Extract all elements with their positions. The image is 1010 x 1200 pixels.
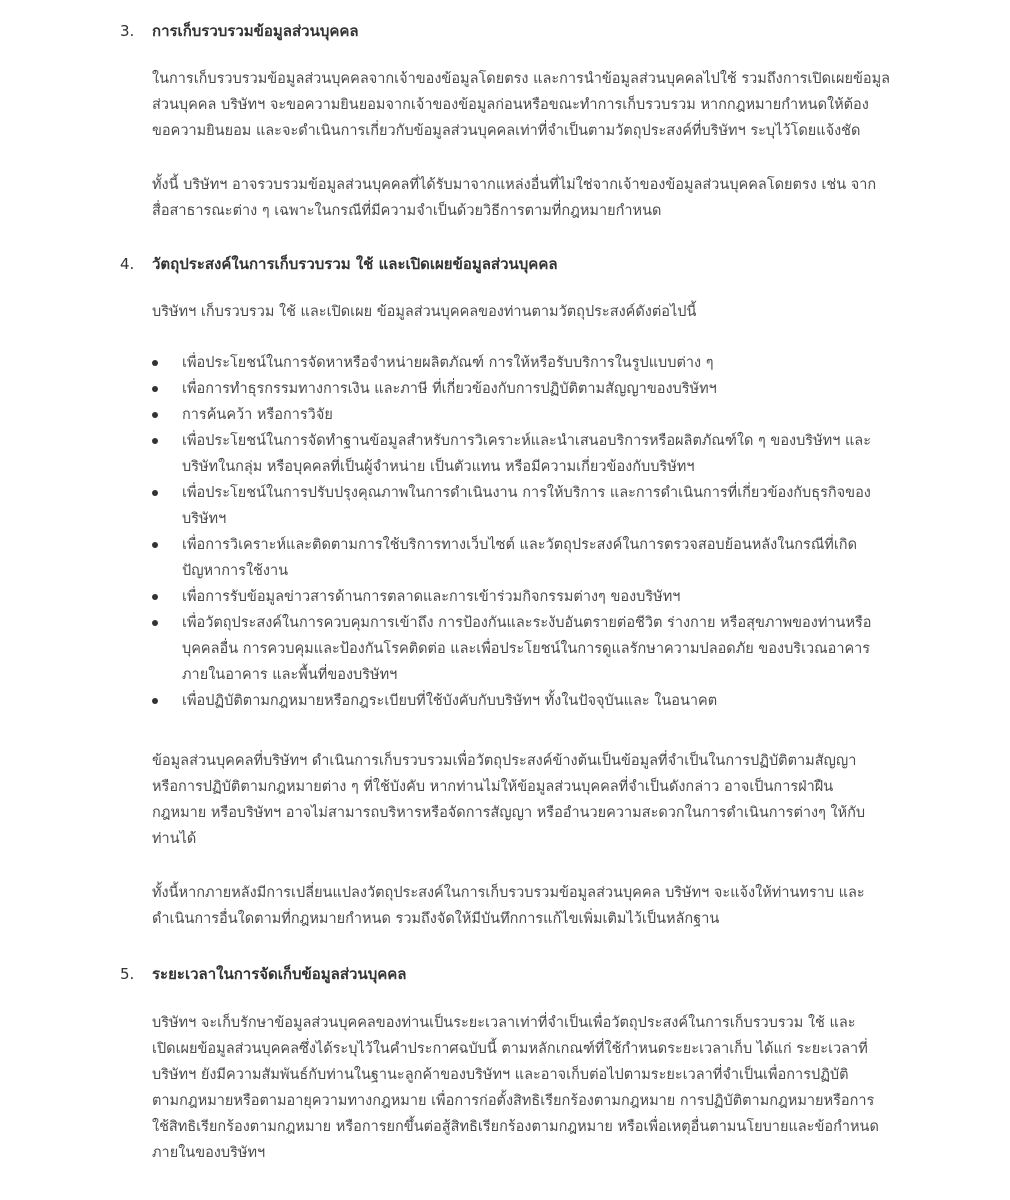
text-line: เพื่อการทำธุรกรรมทางการเงิน และภาษี ที่เกี่ยวข้องกับการปฏิบัติตามสัญญาของบริษัทฯ <box>182 381 717 397</box>
text-line: บุคคลอื่น การควบคุมและป้องกันโรคติดต่อ และเพื่อประโยชน์ในการดูแลรักษาความปลอดภัย ของบริเวณอาคาร <box>182 641 871 657</box>
text-line: ท่านได้ <box>152 831 197 847</box>
text-line: เพื่อการรับข้อมูลข่าวสารด้านการตลาดและการเข้าร่วมกิจกรรมต่างๆ ของบริษัทฯ <box>182 589 681 605</box>
text-line: บริษัทฯ <box>182 511 227 527</box>
text-line: ทั้งนี้ บริษัทฯ อาจรวบรวมข้อมูลส่วนบุคคลที่ได้รับมาจากแหล่งอื่นที่ไม่ใช่จากเจ้าของข้อมูลส่วนบุคคลโดยตรง เช่น จาก <box>152 177 877 193</box>
text-line: เพื่อประโยชน์ในการจัดทำฐานข้อมูลสำหรับการวิเคราะห์และนำเสนอบริการหรือผลิตภัณฑ์ใด ๆ ของบริษัทฯ และ <box>182 433 871 449</box>
list-item <box>152 532 892 584</box>
bullet-icon <box>152 412 158 418</box>
list-item <box>152 610 892 688</box>
bullet-icon <box>152 386 158 392</box>
text-line: ภายในของบริษัทฯ <box>152 1145 266 1161</box>
paragraph <box>152 880 892 932</box>
paragraph <box>152 66 892 144</box>
section-title: การเก็บรวบรวมข้อมูลส่วนบุคคล <box>152 22 359 40</box>
text-line: เพื่อการวิเคราะห์และติดตามการใช้บริการทางเว็บไซต์ และวัตถุประสงค์ในการตรวจสอบย้อนหลังในกรณีที่เกิด <box>182 537 857 553</box>
section-number: 3. <box>120 22 135 40</box>
list-item <box>152 376 892 402</box>
text-line: ตามกฎหมายหรือตามอายุความทางกฎหมาย เพื่อการก่อตั้งสิทธิเรียกร้องตามกฎหมาย การปฏิบัติตามกฎหมายหรือการ <box>152 1093 875 1109</box>
bullet-icon <box>152 438 158 444</box>
list-item <box>152 428 892 480</box>
section-number: 5. <box>120 965 135 983</box>
bullet-icon <box>152 620 158 626</box>
text-line: ภายในอาคาร และพื้นที่ของบริษัทฯ <box>182 667 398 683</box>
text-line: ส่วนบุคคล บริษัทฯ จะขอความยินยอมจากเจ้าของข้อมูลก่อนหรือขณะทำการเก็บรวบรวม หากกฎหมายกำหนดให้ต้อง <box>152 97 869 113</box>
bullet-icon <box>152 360 158 366</box>
section-heading-3 <box>120 19 359 43</box>
purpose-list <box>152 350 892 714</box>
paragraph <box>152 1010 892 1166</box>
text-line: การค้นคว้า หรือการวิจัย <box>182 407 333 423</box>
text-line: เพื่อประโยชน์ในการปรับปรุงคุณภาพในการดำเนินงาน การให้บริการ และการดำเนินการที่เกี่ยวข้องกับธุรกิจของ <box>182 485 871 501</box>
text-line: เพื่อประโยชน์ในการจัดหาหรือจำหน่ายผลิตภัณฑ์ การให้หรือรับบริการในรูปแบบต่าง ๆ <box>182 355 714 371</box>
text-line: บริษัทฯ จะเก็บรักษาข้อมูลส่วนบุคคลของท่านเป็นระยะเวลาเท่าที่จำเป็นเพื่อวัตถุประสงค์ในการเก็บรวบรวม ใช้ และ <box>152 1015 856 1031</box>
list-item <box>152 350 892 376</box>
section-heading-4 <box>120 252 558 276</box>
list-item <box>152 584 892 610</box>
bullet-icon <box>152 542 158 548</box>
text-line: ดำเนินการอื่นใดตามที่กฎหมายกำหนด รวมถึงจัดให้มีบันทึกการแก้ไขเพิ่มเติมไว้เป็นหลักฐาน <box>152 911 720 927</box>
list-item <box>152 402 892 428</box>
text-line: สื่อสาธารณะต่าง ๆ เฉพาะในกรณีที่มีความจำเป็นด้วยวิธีการตามที่กฎหมายกำหนด <box>152 203 662 219</box>
text-line: บริษัทฯ ยังมีความสัมพันธ์กับท่านในฐานะลูกค้าของบริษัทฯ และอาจเก็บต่อไปตามระยะเวลาที่จำเป็นเพื่อการปฏิบัติ <box>152 1067 849 1083</box>
text-line: ทั้งนี้หากภายหลังมีการเปลี่ยนแปลงวัตถุประสงค์ในการเก็บรวบรวมข้อมูลส่วนบุคคล บริษัทฯ จะแจ้งให้ท่านทราบ และ <box>152 885 865 901</box>
text-line: ใช้สิทธิเรียกร้องตามกฎหมาย หรือการยกขึ้นต่อสู้สิทธิเรียกร้องตามกฎหมาย หรือเพื่อเหตุอื่นตามนโยบายและข้อกำหนด <box>152 1119 879 1135</box>
section-title: วัตถุประสงค์ในการเก็บรวบรวม ใช้ และเปิดเผยข้อมูลส่วนบุคคล <box>152 255 558 273</box>
text-line: เปิดเผยข้อมูลส่วนบุคคลซึ่งได้ระบุไว้ในคำประกาศฉบับนี้ ตามหลักเกณฑ์ที่ใช้กำหนดระยะเวลาเก็บ ได้แก่ ระยะเวลาที่ <box>152 1041 868 1057</box>
text-line: ในการเก็บรวบรวมข้อมูลส่วนบุคคลจากเจ้าของข้อมูลโดยตรง และการนำข้อมูลส่วนบุคคลไปใช้ รวมถึงการเปิดเผยข้อมูล <box>152 71 891 87</box>
intro-paragraph <box>152 299 892 325</box>
text-line: หรือการปฏิบัติตามกฎหมายต่าง ๆ ที่ใช้บังคับ หากท่านไม่ให้ข้อมูลส่วนบุคคลที่จำเป็นดังกล่าว อาจเป็นการฝ่าฝืน <box>152 779 834 795</box>
list-item <box>152 688 892 714</box>
text-line: กฎหมาย หรือบริษัทฯ อาจไม่สามารถบริหารหรือจัดการสัญญา หรืออำนวยความสะดวกในการดำเนินการต่างๆ ให้กับ <box>152 805 866 821</box>
text-line: ขอความยินยอม และจะดำเนินการเกี่ยวกับข้อมูลส่วนบุคคลเท่าที่จำเป็นตามวัตถุประสงค์ที่บริษัทฯ ระบุไว้โดยแจ้งชัด <box>152 123 861 139</box>
bullet-icon <box>152 490 158 496</box>
text-line: ข้อมูลส่วนบุคคลที่บริษัทฯ ดำเนินการเก็บรวบรวมเพื่อวัตถุประสงค์ข้างต้นเป็นข้อมูลที่จำเป็นในการปฏิบัติตามสัญญา <box>152 753 857 769</box>
text-line: ปัญหาการใช้งาน <box>182 563 289 579</box>
bullet-icon <box>152 698 158 704</box>
text-line: บริษัทฯ เก็บรวบรวม ใช้ และเปิดเผย ข้อมูลส่วนบุคคลของท่านตามวัตถุประสงค์ดังต่อไปนี้ <box>152 304 697 320</box>
text-line: บริษัทในกลุ่ม หรือบุคคลที่เป็นผู้จำหน่าย เป็นตัวแทน หรือมีความเกี่ยวข้องกับบริษัทฯ <box>182 459 695 475</box>
section-heading-5 <box>120 962 406 986</box>
paragraph <box>152 748 892 852</box>
list-item <box>152 480 892 532</box>
section-title: ระยะเวลาในการจัดเก็บข้อมูลส่วนบุคคล <box>152 965 407 983</box>
section-number: 4. <box>120 255 135 273</box>
text-line: เพื่อวัตถุประสงค์ในการควบคุมการเข้าถึง การป้องกันและระงับอันตรายต่อชีวิต ร่างกาย หรือสุขภาพของท่านหรือ <box>182 615 872 631</box>
bullet-icon <box>152 594 158 600</box>
paragraph <box>152 172 892 224</box>
text-line: เพื่อปฏิบัติตามกฎหมายหรือกฎระเบียบที่ใช้บังคับกับบริษัทฯ ทั้งในปัจจุบันและ ในอนาคต <box>182 693 718 709</box>
